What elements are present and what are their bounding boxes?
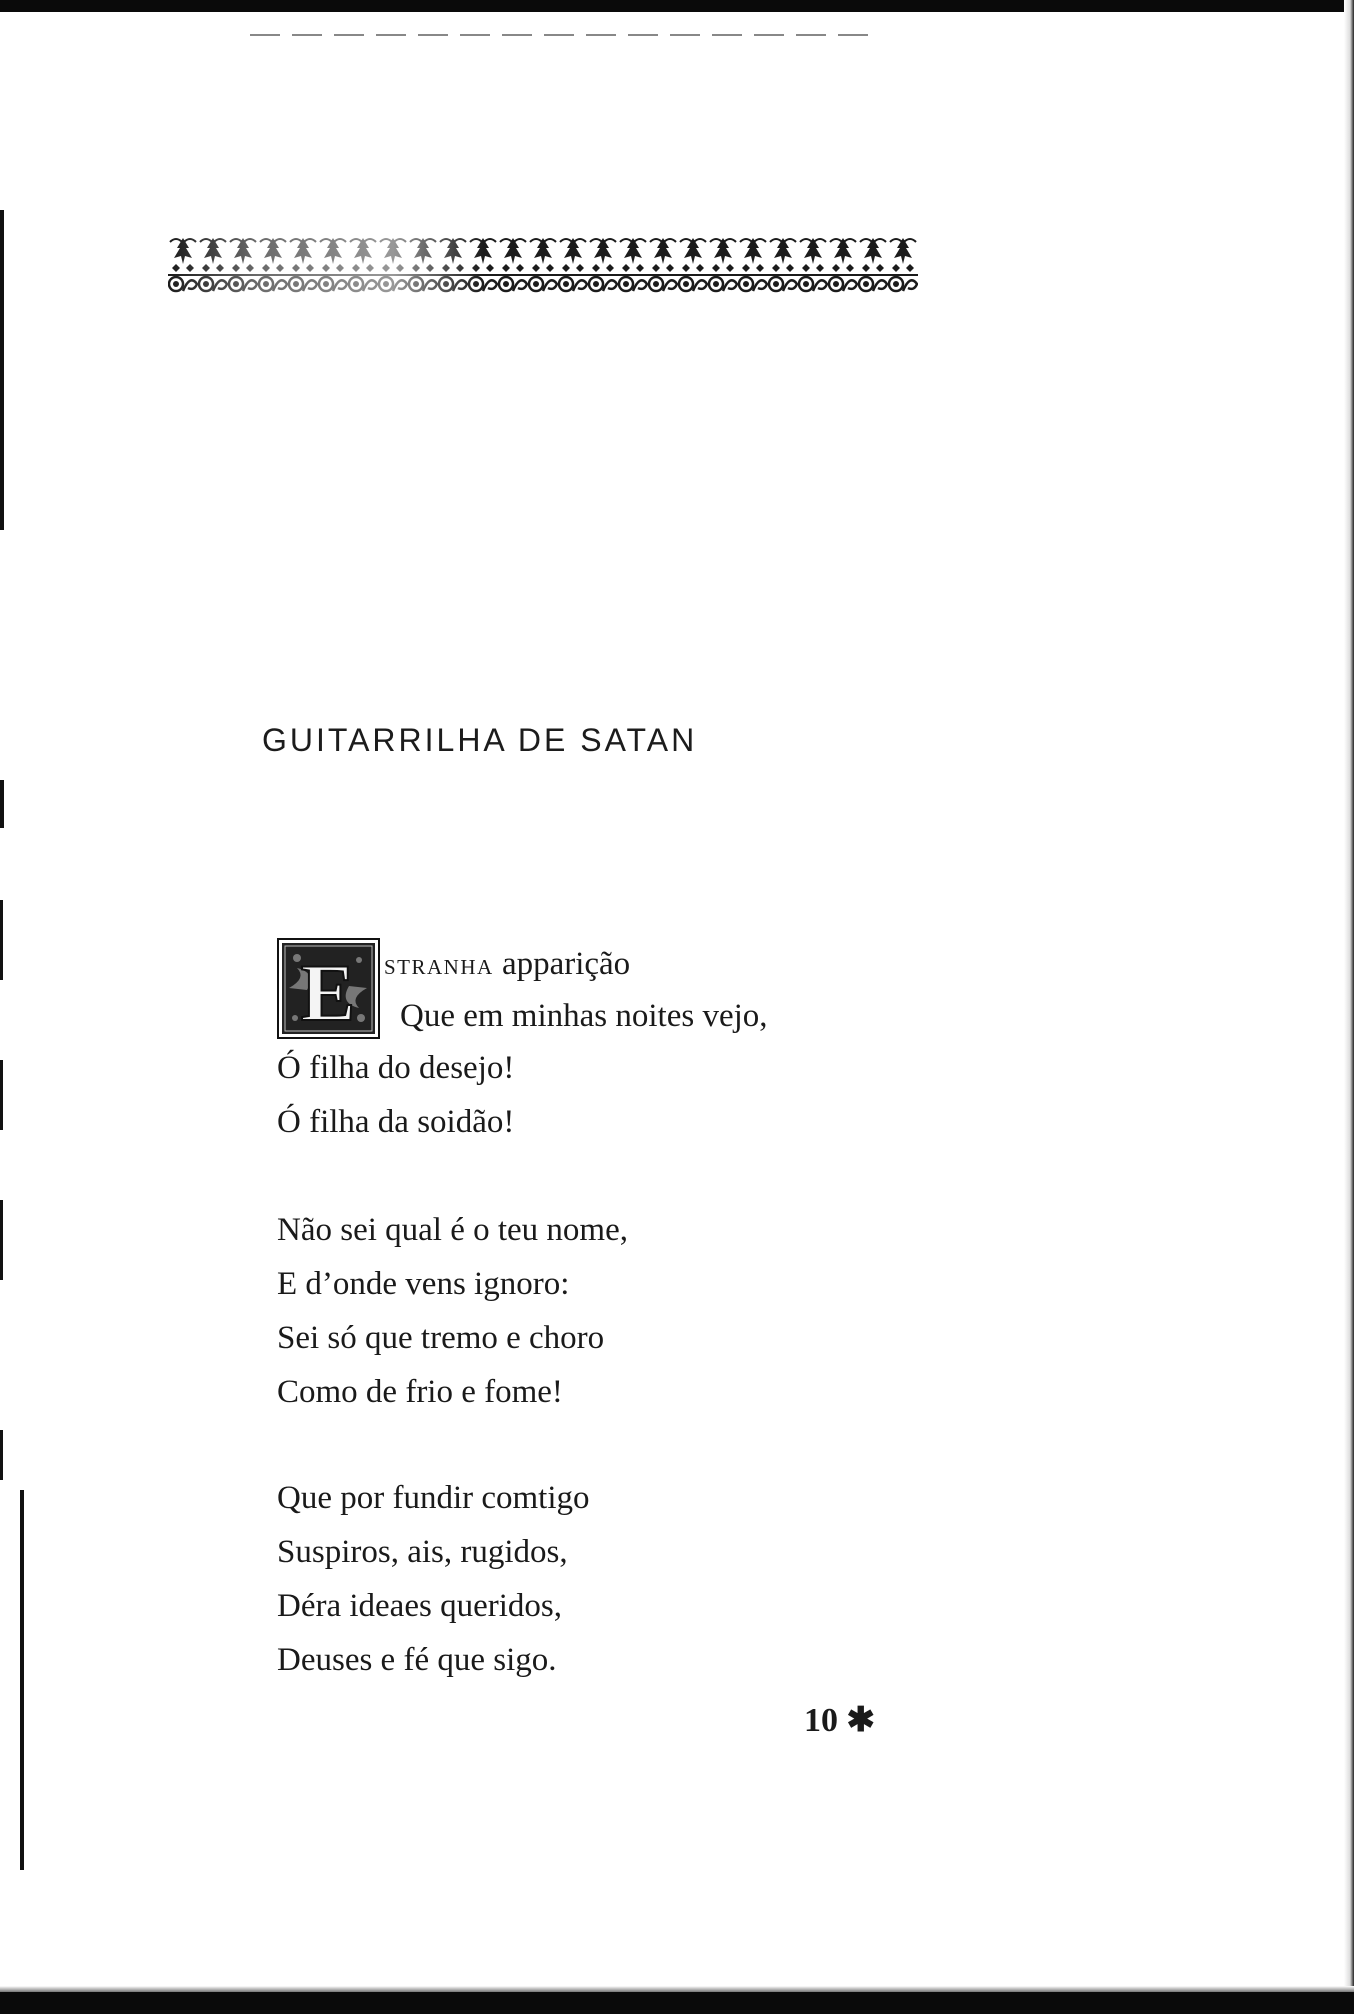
scan-left-mark xyxy=(0,210,4,530)
scan-top-edge xyxy=(0,0,1354,12)
poem-line xyxy=(384,946,630,983)
scan-left-mark xyxy=(0,780,4,828)
small-caps-word: STRANHA xyxy=(384,955,494,979)
poem-line: Ó filha da soidão! xyxy=(277,1104,515,1140)
scan-top-rule xyxy=(250,34,870,36)
poem-line: Que por fundir comtigo xyxy=(277,1480,590,1516)
scan-left-mark xyxy=(0,900,3,980)
scan-left-mark xyxy=(0,1200,3,1280)
poem-title: GUITARRILHA DE SATAN xyxy=(262,722,698,758)
svg-text:E: E xyxy=(300,947,356,1038)
poem-line: Que em minhas noites vejo, xyxy=(400,998,768,1034)
poem-line: Sei só que tremo e choro xyxy=(277,1320,605,1356)
poem-line: Deuses e fé que sigo. xyxy=(277,1642,557,1678)
scan-left-mark xyxy=(20,1490,24,1870)
ornament-border-icon xyxy=(168,234,918,294)
poem-line: Suspiros, ais, rugidos, xyxy=(277,1534,568,1570)
poem-line: Déra ideaes queridos, xyxy=(277,1588,562,1624)
signature-mark: 10 ✱ xyxy=(804,1702,875,1739)
poem-line: Como de frio e fome! xyxy=(277,1374,563,1410)
scan-right-edge xyxy=(1344,0,1354,2014)
scan-left-mark xyxy=(0,1060,3,1130)
scan-bottom-edge xyxy=(0,1992,1354,2014)
dropcap-e-icon xyxy=(277,938,380,1039)
scan-left-mark xyxy=(0,1430,3,1480)
poem-line: E d’onde vens ignoro: xyxy=(277,1266,570,1302)
poem-line: Ó filha do desejo! xyxy=(277,1050,515,1086)
poem-line: Não sei qual é o teu nome, xyxy=(277,1212,628,1248)
first-line-rest: apparição xyxy=(501,946,631,982)
